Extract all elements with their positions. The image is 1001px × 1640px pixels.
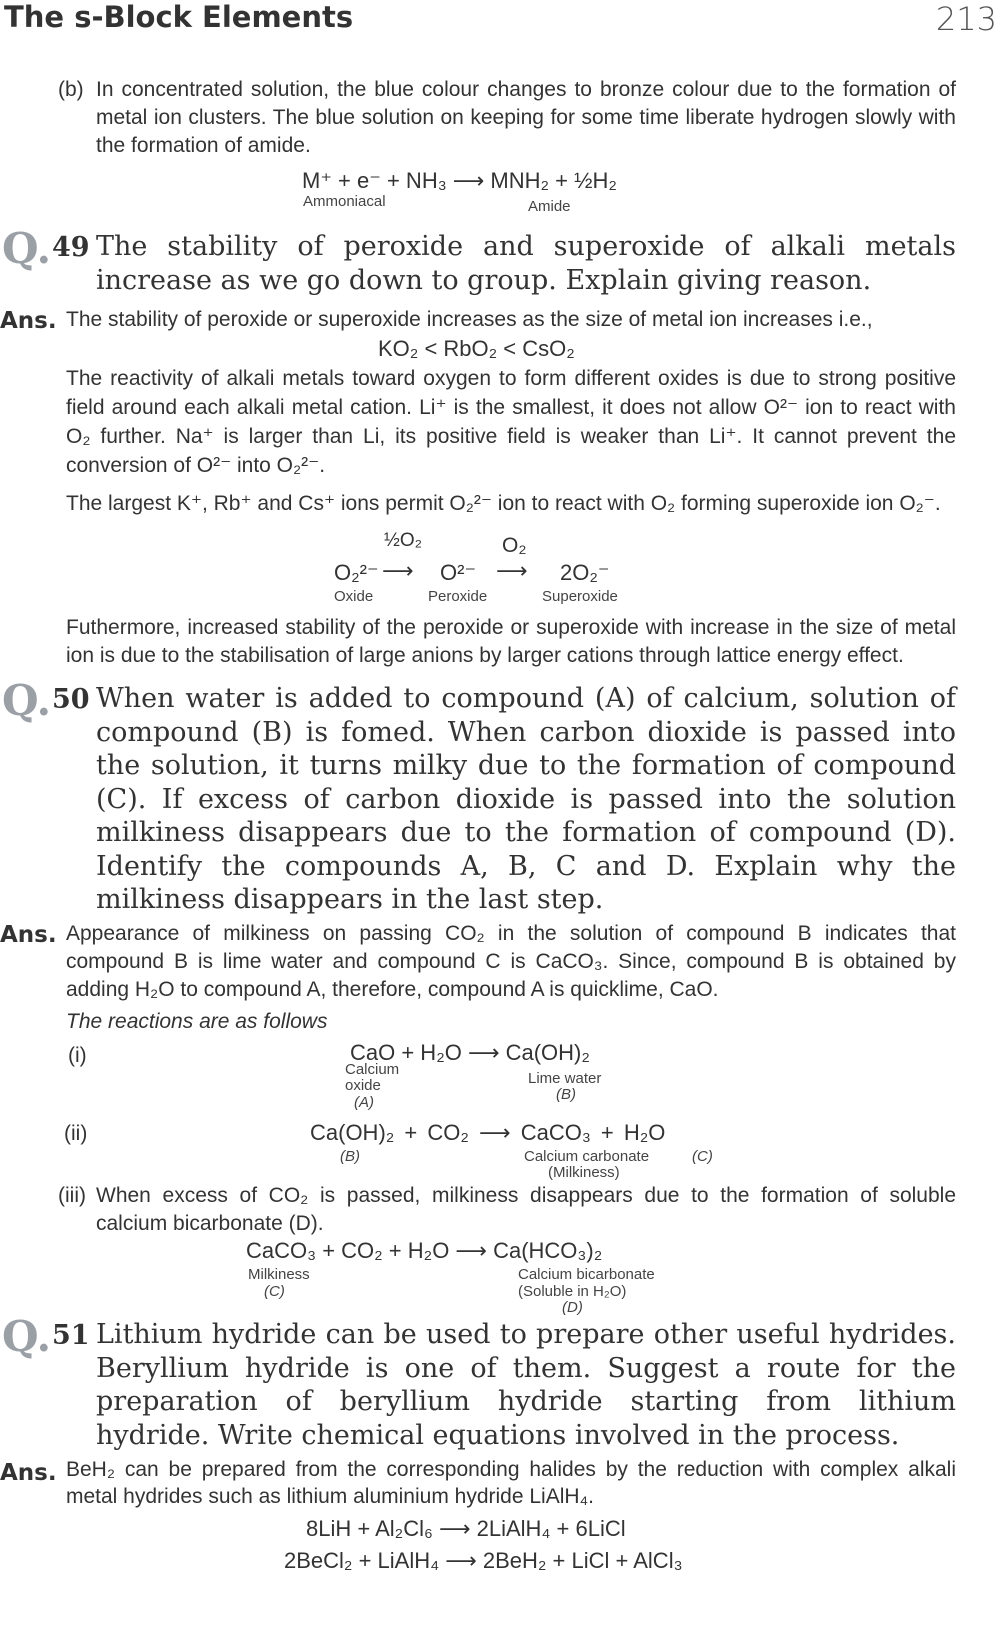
reaction-number: (ii) bbox=[64, 1122, 88, 1145]
scheme-arrow1-label: ½O₂ bbox=[384, 530, 422, 551]
chapter-title: The s-Block Elements bbox=[4, 0, 354, 34]
page-number: 213 bbox=[935, 0, 997, 38]
reaction-label: (A) bbox=[354, 1094, 374, 1111]
part-b-text: In concentrated solution, the blue colour changes to bronze colour due to the formation of metal ion clusters. The blue solution on keeping for some time liberate hydrogen slowly with the formation of amide. bbox=[96, 78, 956, 157]
reaction-2-equation: Ca(OH)₂ + CO₂ ⟶ CaCO₃ + H₂O bbox=[310, 1120, 666, 1145]
answer-text: Appearance of milkiness on passing CO₂ in the solution of compound B indicates that compound B is lime water and compound C is CaCO₃. Since, compound B is obtained by adding H₂O to compound A, therefore, compound A is quicklime, CaO. bbox=[66, 922, 956, 1001]
reaction-label: Calcium bbox=[345, 1061, 400, 1078]
reaction-label: (D) bbox=[562, 1299, 583, 1316]
scheme-label-oxide: Oxide bbox=[334, 588, 374, 605]
question-text: Lithium hydride can be used to prepare other useful hydrides. Beryllium hydride is one of them. Suggest a route for the preparation of beryllium hydride starting from lithium hydride. Write chemical equations involved in the process. bbox=[96, 1319, 956, 1451]
reaction-label: Milkiness bbox=[248, 1266, 310, 1283]
label-ammoniacal: Ammoniacal bbox=[303, 193, 386, 210]
reaction-3-text: When excess of CO₂ is passed, milkiness disappears due to the formation of soluble calcium bicarbonate (D). bbox=[96, 1184, 956, 1235]
scheme-arrow2-label: O₂ bbox=[502, 534, 527, 557]
scheme-species1: O₂²⁻ bbox=[334, 560, 379, 585]
scheme-species3: 2O₂⁻ bbox=[560, 560, 610, 585]
question-number: 51 bbox=[52, 1320, 90, 1351]
scheme-label-peroxide: Peroxide bbox=[428, 588, 488, 605]
reactions-intro: The reactions are as follows bbox=[66, 1010, 328, 1033]
question-marker: Q. bbox=[2, 676, 52, 725]
reaction-number: (i) bbox=[68, 1044, 87, 1067]
scheme-species2: O²⁻ bbox=[440, 560, 477, 585]
reaction-1-equation: CaO + H₂O ⟶ Ca(OH)₂ bbox=[350, 1040, 590, 1065]
scheme-label-superoxide: Superoxide bbox=[542, 588, 618, 605]
reaction-label: (B) bbox=[340, 1148, 360, 1165]
reaction-label: (Milkiness) bbox=[548, 1164, 620, 1181]
question-text: When water is added to compound (A) of calcium, solution of compound (B) is fomed. When carbon dioxide is passed into the solution, it turns milky due to the formation of compound (C). If excess of carbon dioxide is passed into the solution milkiness disappears due to the formation of compound (D). Identify the compounds A, B, C and D. Explain why the milkiness disappears in the last step. bbox=[96, 683, 956, 915]
reaction-label: Lime water bbox=[528, 1070, 602, 1087]
beh2-equation: 2BeCl₂ + LiAlH₄ ⟶ 2BeH₂ + LiCl + AlCl₃ bbox=[284, 1548, 683, 1573]
part-b-label: (b) bbox=[58, 78, 84, 101]
answer-text: The stability of peroxide or superoxide increases as the size of metal ion increases i.e., bbox=[66, 308, 873, 331]
reaction-label: Calcium carbonate bbox=[524, 1148, 650, 1165]
question-number: 49 bbox=[52, 232, 90, 263]
label-amide: Amide bbox=[528, 198, 571, 215]
scheme-arrow1: ⟶ bbox=[382, 558, 414, 583]
question-marker: Q. bbox=[2, 1312, 52, 1361]
reaction-label: (B) bbox=[556, 1086, 576, 1103]
answer-label: Ans. bbox=[0, 1460, 57, 1486]
answer-text: The reactivity of alkali metals toward oxygen to form different oxides is due to strong positive field around each alkali metal cation. Li⁺ is the smallest, it does not allow O²⁻ ion to react with O₂ further. Na⁺ is larger than Li, its positive field is weaker than Li⁺. It cannot prevent the conversion of O²⁻ into O₂²⁻. bbox=[66, 367, 956, 477]
answer-label: Ans. bbox=[0, 308, 57, 334]
reaction-label: (Soluble in H₂O) bbox=[518, 1283, 627, 1300]
answer-text: BeH₂ can be prepared from the corresponding halides by the reduction with complex alkali metal hydrides such as lithium aluminium hydride LiAlH₄. bbox=[66, 1458, 956, 1508]
question-text: The stability of peroxide and superoxide of alkali metals increase as we go down to group. Explain giving reason. bbox=[96, 231, 956, 296]
stability-order: KO₂ < RbO₂ < CsO₂ bbox=[378, 336, 575, 361]
scheme-arrow2: ⟶ bbox=[496, 558, 528, 583]
reaction-label: (C) bbox=[264, 1283, 285, 1300]
reaction-label: oxide bbox=[345, 1077, 381, 1094]
question-marker: Q. bbox=[2, 224, 52, 273]
reaction-number: (iii) bbox=[58, 1184, 86, 1207]
reaction-label: (C) bbox=[692, 1148, 713, 1165]
amide-equation: M⁺ + e⁻ + NH₃ ⟶ MNH₂ + ½H₂ bbox=[302, 168, 617, 193]
lialh4-equation: 8LiH + Al₂Cl₆ ⟶ 2LiAlH₄ + 6LiCl bbox=[306, 1516, 626, 1541]
answer-text: The largest K⁺, Rb⁺ and Cs⁺ ions permit O₂²⁻ ion to react with O₂ forming superoxide ion O₂⁻. bbox=[66, 492, 941, 515]
reaction-3-equation: CaCO₃ + CO₂ + H₂O ⟶ Ca(HCO₃)₂ bbox=[246, 1238, 603, 1263]
answer-label: Ans. bbox=[0, 922, 57, 948]
question-number: 50 bbox=[52, 684, 90, 715]
answer-text: Futhermore, increased stability of the peroxide or superoxide with increase in the size of metal ion is due to the stabilisation of large anions by larger cations through lattice energy effect. bbox=[66, 616, 956, 667]
reaction-label: Calcium bicarbonate bbox=[518, 1266, 655, 1283]
